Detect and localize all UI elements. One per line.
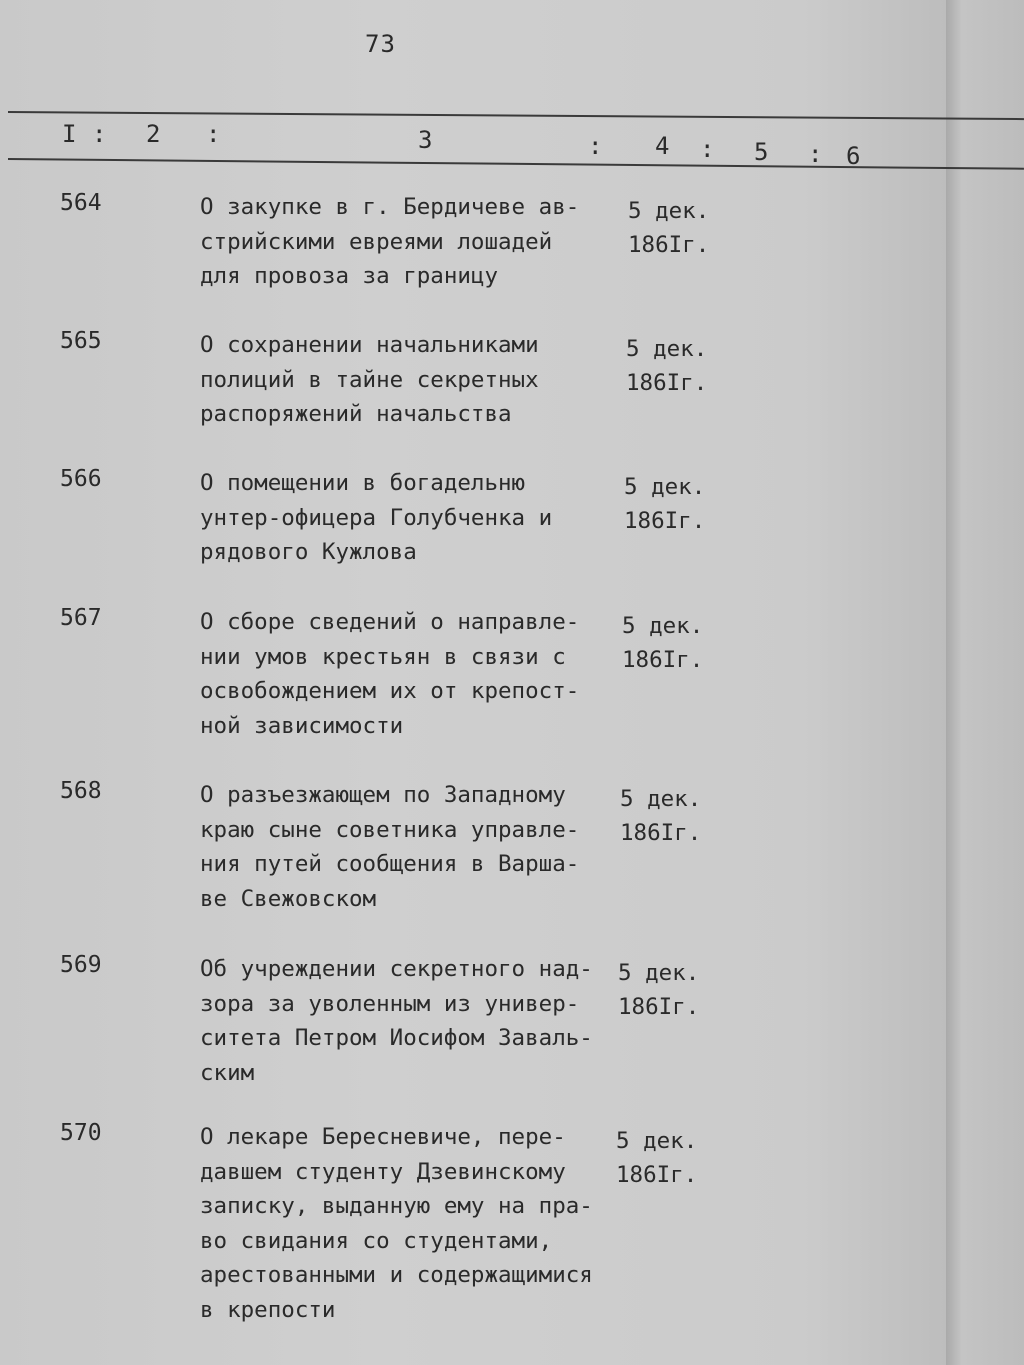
date-year: 186Iг. xyxy=(622,647,704,673)
date-day: 5 дек. xyxy=(618,960,700,986)
entry-number: 569 xyxy=(60,952,102,978)
entry-date xyxy=(628,194,709,262)
date-year: 186Iг. xyxy=(616,1162,698,1188)
date-year: 186Iг. xyxy=(620,820,702,846)
entry-number: 566 xyxy=(60,466,102,492)
description-line: ским xyxy=(200,1059,255,1086)
header-col-6: 6 xyxy=(846,142,861,170)
entry-description xyxy=(200,328,620,432)
page-edge xyxy=(946,0,1024,1365)
description-line: О лекаре Бересневиче, пере- xyxy=(200,1124,566,1150)
entry-description xyxy=(200,952,620,1090)
description-line: полиций в тайне секретных xyxy=(200,366,539,393)
date-day: 5 дек. xyxy=(628,198,710,224)
entry-number: 565 xyxy=(60,328,102,354)
description-line: Об учреждении секретного над- xyxy=(200,956,593,982)
description-line: унтер-офицера Голубченка и xyxy=(200,504,553,531)
description-line: О помещении в богадельню xyxy=(200,470,526,496)
date-day: 5 дек. xyxy=(622,613,704,639)
description-line: освобождением их от крепост- xyxy=(200,678,580,704)
header-sep: : xyxy=(700,135,715,163)
date-year: 186Iг. xyxy=(618,994,700,1020)
description-line: в крепости xyxy=(200,1296,336,1323)
date-year: 186Iг. xyxy=(628,232,710,258)
header-col-3: 3 xyxy=(418,126,433,154)
description-line: нии умов крестьян в связи с xyxy=(200,643,566,670)
description-line: О разъезжающем по Западному xyxy=(200,782,566,808)
date-day: 5 дек. xyxy=(626,336,708,362)
description-line: стрийскими евреями лошадей xyxy=(200,228,553,255)
header-sep: : xyxy=(808,140,823,168)
description-line: арестованными и содержащимися xyxy=(200,1262,593,1288)
date-year: 186Iг. xyxy=(624,508,706,534)
entry-number: 568 xyxy=(60,778,102,804)
description-line: О сохранении начальниками xyxy=(200,332,539,358)
entry-date xyxy=(616,1124,697,1192)
description-line: О сборе сведений о направле- xyxy=(200,609,580,635)
description-line: ве Свежовском xyxy=(200,885,377,912)
header-sep: : xyxy=(92,120,107,148)
description-line: ния путей сообщения в Варша- xyxy=(200,851,580,877)
description-line: записку, выданную ему на пра- xyxy=(200,1193,593,1219)
header-col-2: 2 xyxy=(146,120,161,148)
entry-date xyxy=(622,609,703,677)
header-col-5: 5 xyxy=(754,138,769,166)
page-number: 73 xyxy=(365,30,396,58)
description-line: во свидания со студентами, xyxy=(200,1227,553,1254)
description-line: краю сыне советника управле- xyxy=(200,816,580,843)
description-line: рядового Кужлова xyxy=(200,539,417,565)
entry-description xyxy=(200,605,620,743)
header-col-1: I xyxy=(62,120,77,148)
description-line: для провоза за границу xyxy=(200,263,499,289)
entry-description xyxy=(200,778,620,916)
description-line: ситета Петром Иосифом Заваль- xyxy=(200,1025,593,1051)
date-day: 5 дек. xyxy=(620,786,702,812)
entry-number: 567 xyxy=(60,605,102,631)
date-year: 186Iг. xyxy=(626,370,708,396)
description-line: давшем студенту Дзевинскому xyxy=(200,1158,566,1185)
entry-date xyxy=(618,956,699,1024)
description-line: О закупке в г. Бердичеве ав- xyxy=(200,194,580,220)
entry-description xyxy=(200,1120,620,1327)
date-day: 5 дек. xyxy=(616,1128,698,1154)
entry-number: 570 xyxy=(60,1120,102,1146)
header-col-4: 4 xyxy=(655,132,670,160)
header-sep: : xyxy=(588,132,603,160)
entry-date xyxy=(626,332,707,400)
entry-description xyxy=(200,190,620,294)
description-line: ной зависимости xyxy=(200,712,404,739)
date-day: 5 дек. xyxy=(624,474,706,500)
entry-date xyxy=(620,782,701,850)
entry-date xyxy=(624,470,705,538)
description-line: распоряжений начальства xyxy=(200,401,512,427)
entry-number: 564 xyxy=(60,190,102,216)
description-line: зора за уволенным из универ- xyxy=(200,990,580,1017)
entry-description xyxy=(200,466,620,570)
header-sep: : xyxy=(206,120,221,148)
